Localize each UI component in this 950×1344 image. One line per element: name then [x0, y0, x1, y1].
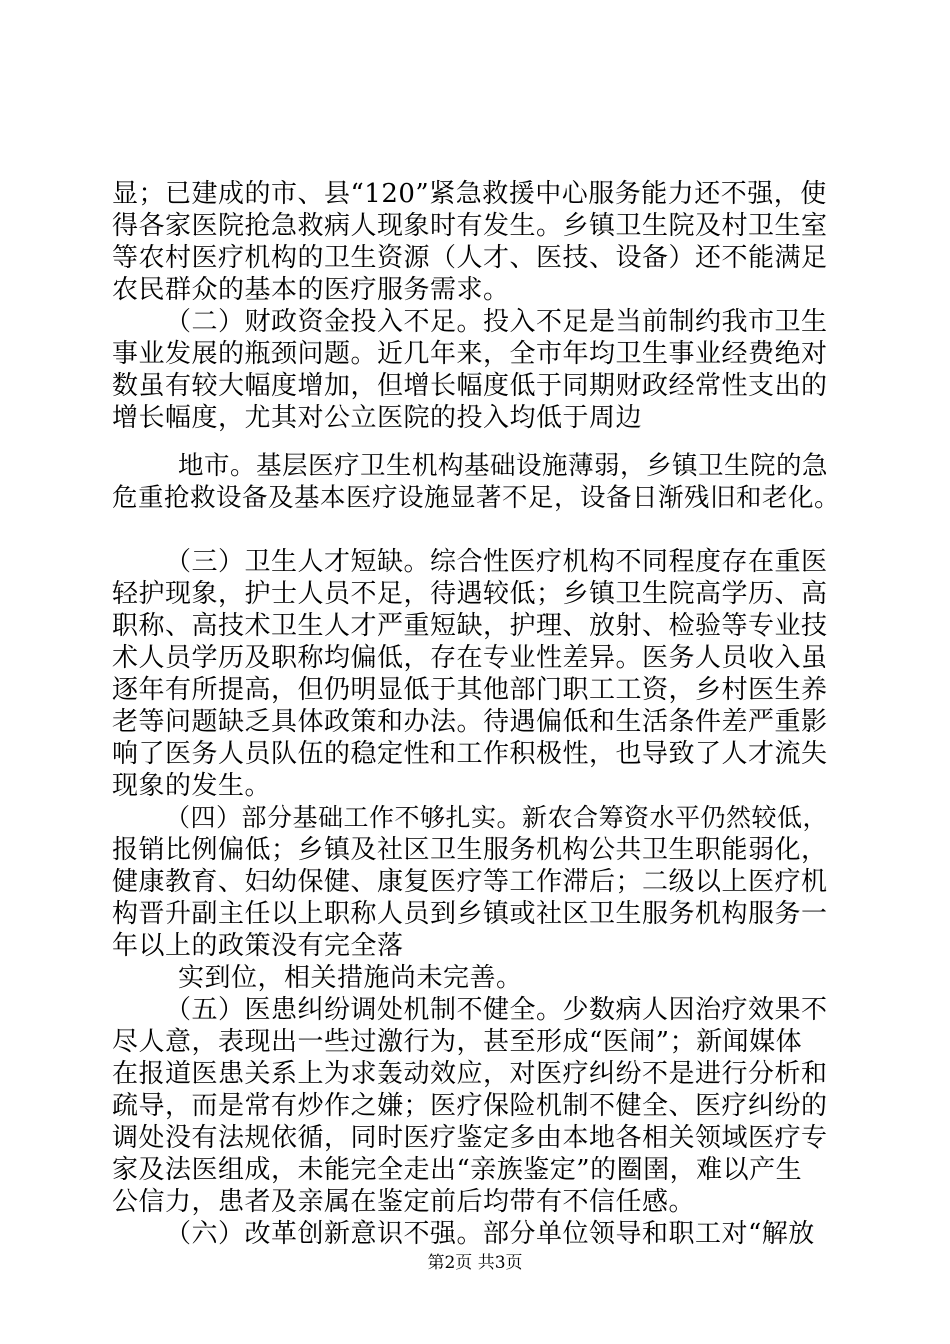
- body-line: 轻护现象，护士人员不足，待遇较低；乡镇卫生院高学历、高: [112, 579, 828, 609]
- body-line: 调处没有法规依循，同时医疗鉴定多由本地各相关领域医疗专: [112, 1123, 828, 1153]
- body-line: 老等问题缺乏具体政策和办法。待遇偏低和生活条件差严重影: [112, 707, 828, 737]
- body-line: 得各家医院抢急救病人现象时有发生。乡镇卫生院及村卫生室: [112, 211, 828, 241]
- body-line: 在报道医患关系上为求轰动效应，对医疗纠纷不是进行分析和: [112, 1059, 828, 1089]
- body-line: 职称、高技术卫生人才严重短缺，护理、放射、检验等专业技: [112, 611, 828, 641]
- body-line: 等农村医疗机构的卫生资源（人才、医技、设备）还不能满足: [112, 243, 828, 273]
- body-line: 增长幅度，尤其对公立医院的投入均低于周边: [112, 403, 643, 433]
- paragraph-heading-4: （四）部分基础工作不够扎实。新农合筹资水平仍然较低，: [165, 803, 829, 832]
- body-line: 疏导，而是常有炒作之嫌；医疗保险机制不健全、医疗纠纷的: [112, 1091, 828, 1121]
- body-line: 危重抢救设备及基本医疗设施显著不足，设备日渐残旧和老化。: [112, 483, 841, 513]
- body-line: 响了医务人员队伍的稳定性和工作积极性，也导致了人才流失: [112, 739, 828, 769]
- body-line: 年以上的政策没有完全落: [112, 931, 404, 961]
- body-line: 农民群众的基本的医疗服务需求。: [112, 275, 510, 305]
- body-line: 家及法医组成，未能完全走出“亲族鉴定”的圈圉，难以产生: [112, 1155, 803, 1185]
- body-line: 事业发展的瓶颈问题。近几年来，全市年均卫生事业经费绝对: [112, 339, 828, 369]
- body-line: 现象的发生。: [112, 771, 272, 801]
- body-line: 显；已建成的市、县“120”紧急救援中心服务能力还不强，使: [112, 179, 827, 209]
- paragraph-heading-3: （三）卫生人才短缺。综合性医疗机构不同程度存在重医: [165, 547, 828, 577]
- body-line: 构晋升副主任以上职称人员到乡镇或社区卫生服务机构服务一: [112, 899, 828, 929]
- body-line: 报销比例偏低；乡镇及社区卫生服务机构公共卫生职能弱化，: [112, 835, 828, 865]
- paragraph-heading-2: （二）财政资金投入不足。投入不足是当前制约我市卫生: [165, 307, 828, 337]
- paragraph-heading-6: （六）改革创新意识不强。部分单位领导和职工对“解放: [165, 1219, 815, 1249]
- paragraph-heading-5: （五）医患纠纷调处机制不健全。少数病人因治疗效果不: [165, 995, 828, 1025]
- page-number-footer: 第2页 共3页: [427, 1253, 523, 1273]
- body-line: 数虽有较大幅度增加，但增长幅度低于同期财政经常性支出的: [112, 371, 828, 401]
- body-line: 公信力，患者及亲属在鉴定前后均带有不信任感。: [112, 1187, 696, 1217]
- body-line: 逐年有所提高，但仍明显低于其他部门职工工资，乡村医生养: [112, 675, 828, 705]
- body-line: 地市。基层医疗卫生机构基础设施薄弱，乡镇卫生院的急: [178, 451, 829, 481]
- body-line: 实到位，相关措施尚未完善。: [178, 963, 523, 993]
- body-line: 健康教育、妇幼保健、康复医疗等工作滞后；二级以上医疗机: [112, 867, 828, 897]
- body-line: 术人员学历及职称均偏低，存在专业性差异。医务人员收入虽: [112, 643, 828, 673]
- body-line: 尽人意，表现出一些过激行为，甚至形成“医闹”；新闻媒体: [112, 1027, 803, 1057]
